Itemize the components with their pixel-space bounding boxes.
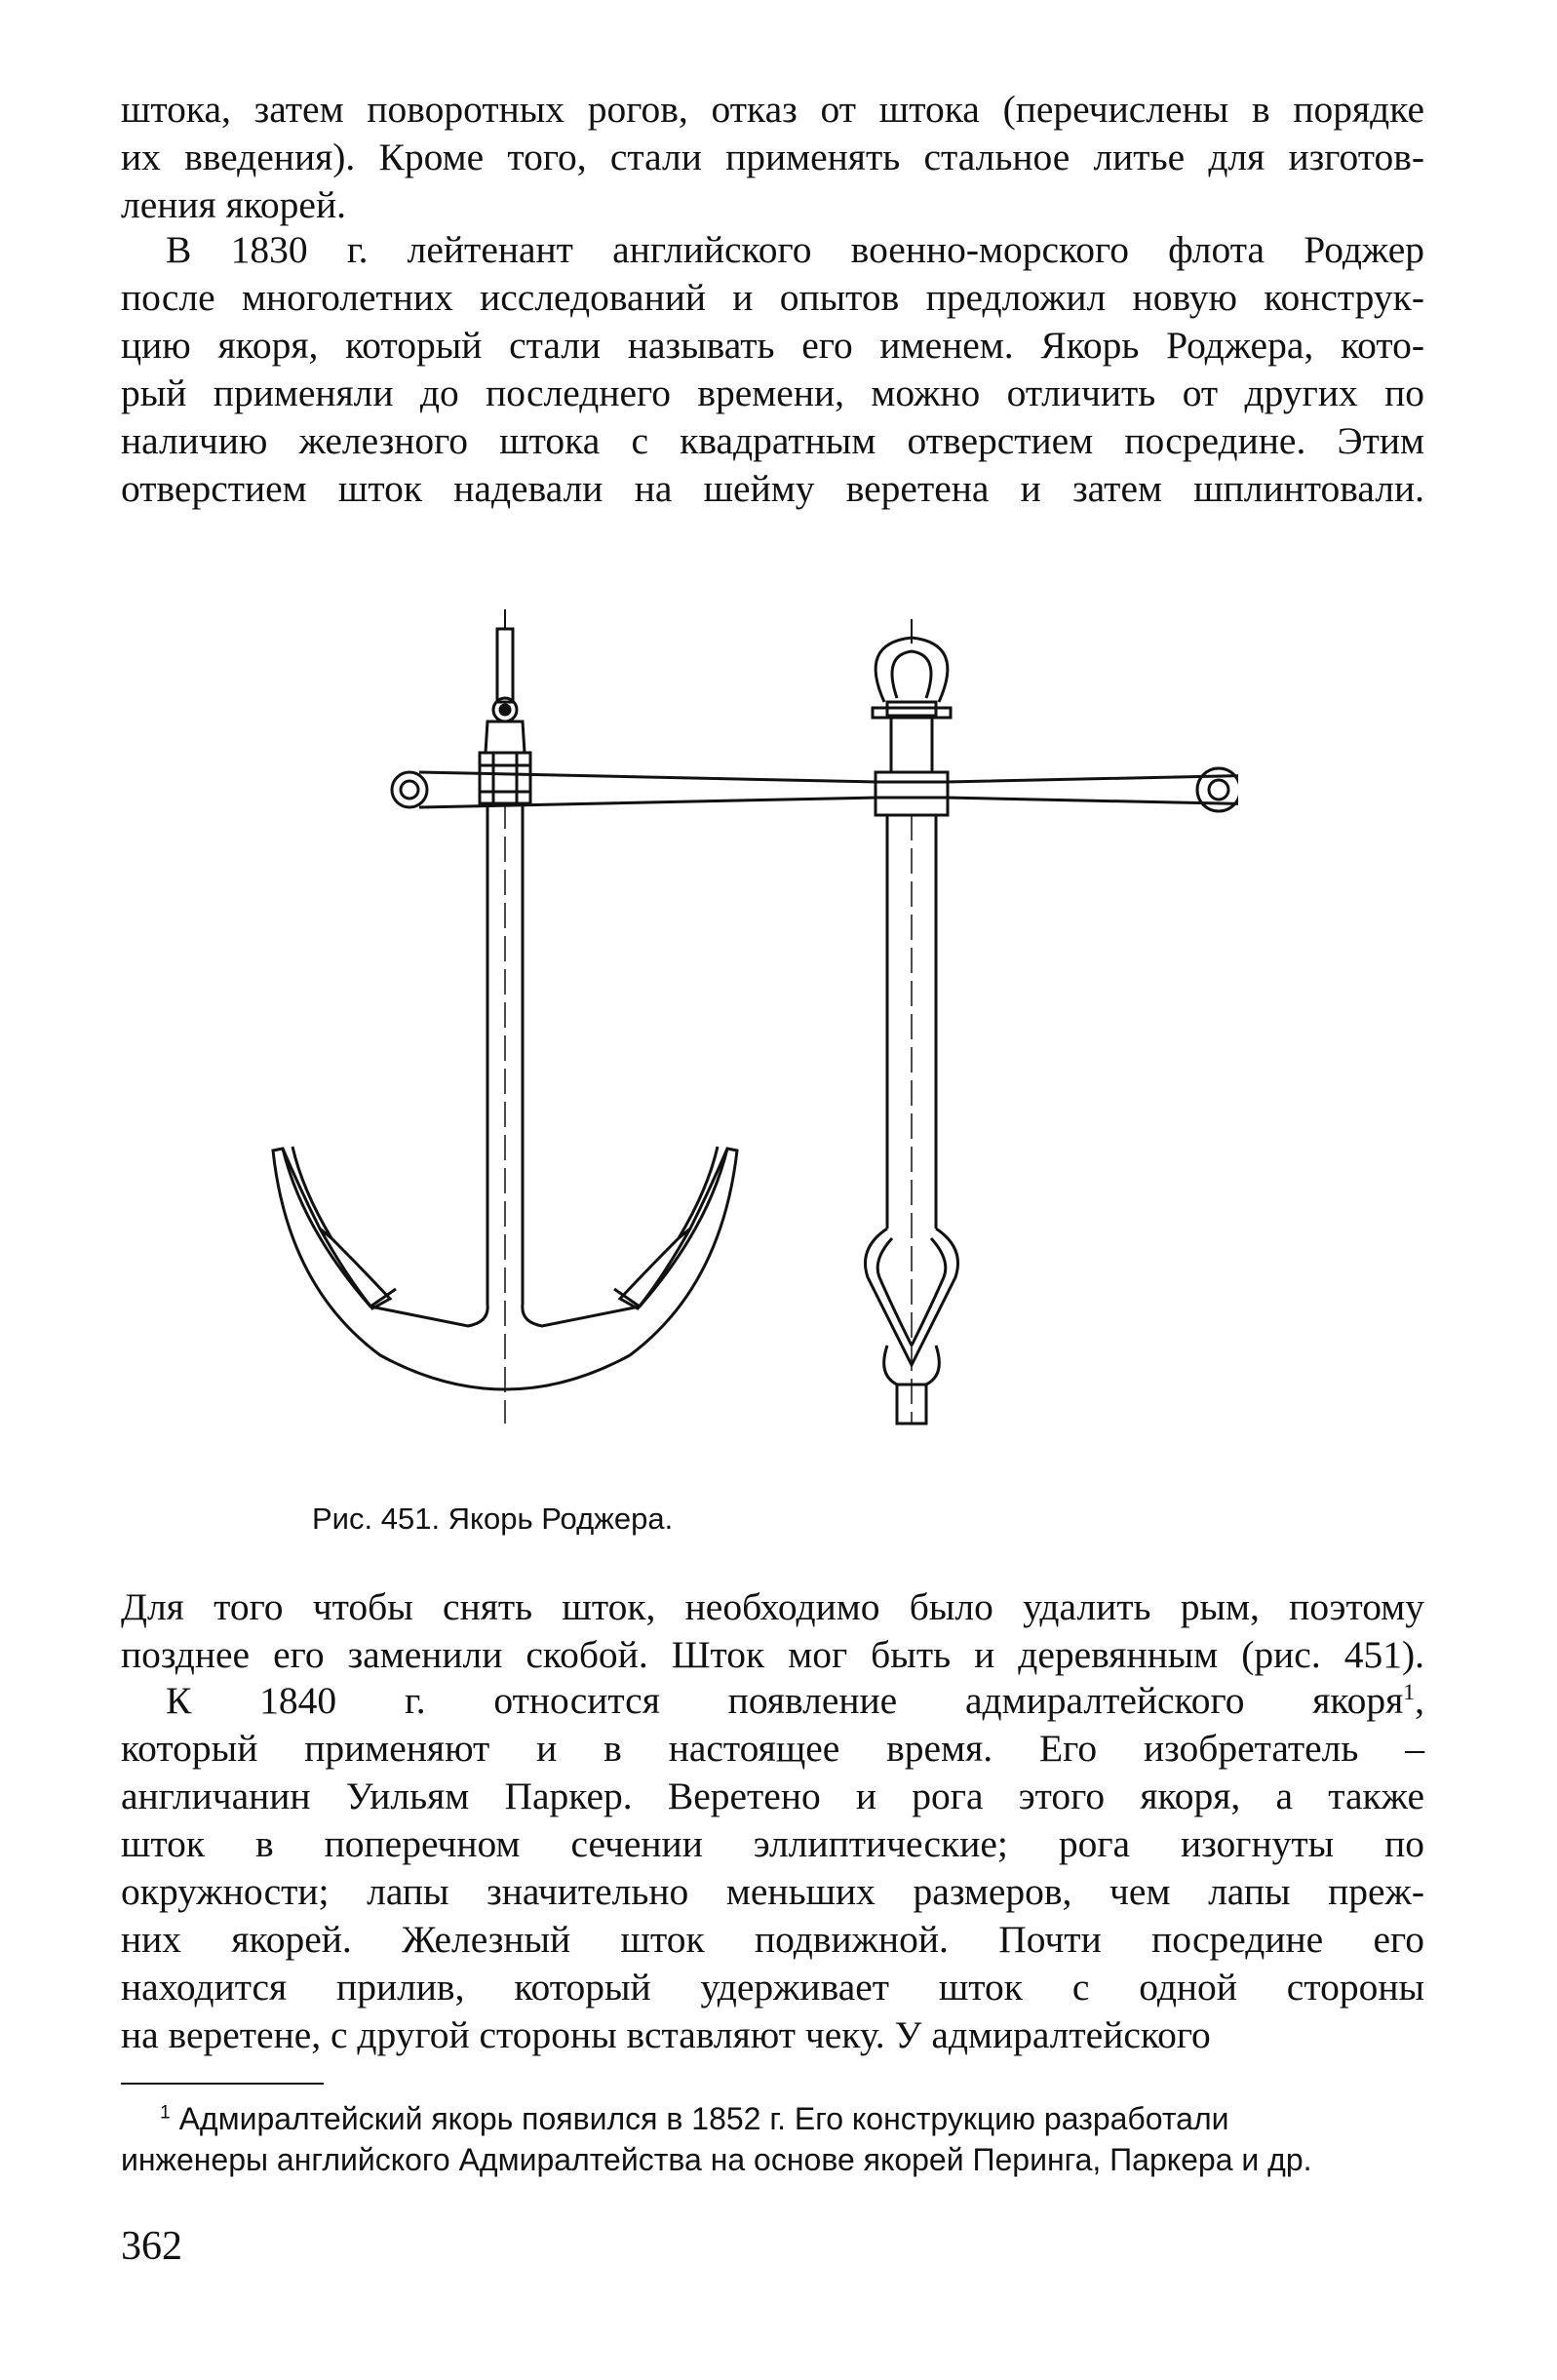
text-line: англичанин Уильям Паркер. Веретено и рога этого якоря, а также	[121, 1775, 1424, 1817]
footnote-text: Адмиралтейский якорь появился в 1852 г. Его конструкцию разработали	[178, 2101, 1229, 2136]
footnote-reference: 1	[1403, 1679, 1416, 1705]
footnote-marker: 1	[160, 2102, 171, 2124]
text-line: шток в поперечном сечении эллиптические; рога изогнуты по	[121, 1822, 1424, 1865]
text-line: который применяют и в настоящее время. Его изобретатель –	[121, 1727, 1424, 1770]
text-line: после многолетних исследований и опытов предложил новую конструк-	[121, 276, 1424, 319]
paragraph-stock-removal	[121, 1583, 1424, 1679]
text-line-tail: ,	[1415, 1679, 1424, 1722]
text-line: ления якорей.	[121, 183, 346, 226]
footnote-line: инженеры английского Адмиралтейства на основе якорей Перинга, Паркера и др.	[121, 2142, 1312, 2177]
text-line: отверстием шток надевали на шейму веретена и затем шплинтовали.	[121, 467, 1424, 510]
text-line: на веретене, с другой стороны вставляют чеку. У адмиралтейского	[121, 2013, 1211, 2056]
paragraph-intro-continued	[121, 86, 1424, 229]
text-line: штока, затем поворотных рогов, отказ от штока (перечислены в порядке	[121, 88, 1424, 131]
text-line: окружности; лапы значительно меньших размеров, чем лапы преж-	[121, 1870, 1424, 1913]
text-line: В 1830 г. лейтенант английского военно-морского флота Роджер	[166, 228, 1424, 271]
text-line: находится прилив, который удерживает шток с одной стороны	[121, 1966, 1424, 2009]
text-line: их введения). Кроме того, стали применять стальное литье для изготов-	[121, 136, 1424, 178]
text-line: наличию железного штока с квадратным отверстием посредине. Этим	[121, 419, 1424, 462]
roger-anchor-drawing	[263, 605, 1238, 1443]
footnote-divider	[121, 2083, 324, 2085]
text-line: рый применяли до последнего времени, можно отличить от других по	[121, 371, 1424, 414]
paragraph-admiralty-anchor	[121, 1677, 1424, 2059]
text-line: них якорей. Железный шток подвижной. Почти посредине его	[121, 1918, 1424, 1961]
page-number: 362	[121, 2224, 182, 2269]
text-line: цию якоря, который стали называть его именем. Якорь Роджера, кото-	[121, 324, 1424, 367]
text-line: Для того чтобы снять шток, необходимо было удалить рым, поэтому	[121, 1585, 1424, 1628]
text-line-main: К 1840 г. относится появление адмиралтейского якоря	[166, 1679, 1404, 1722]
text-line: позднее его заменили скобой. Шток мог быть и деревянным (рис. 451).	[121, 1633, 1424, 1676]
text-line	[121, 1677, 1424, 1725]
footnote-line	[121, 2098, 1424, 2139]
footnote	[121, 2098, 1424, 2180]
paragraph-roger-anchor	[121, 226, 1424, 513]
figure-roger-anchor	[263, 605, 1238, 1443]
figure-caption: Рис. 451. Якорь Роджера.	[312, 1502, 674, 1536]
